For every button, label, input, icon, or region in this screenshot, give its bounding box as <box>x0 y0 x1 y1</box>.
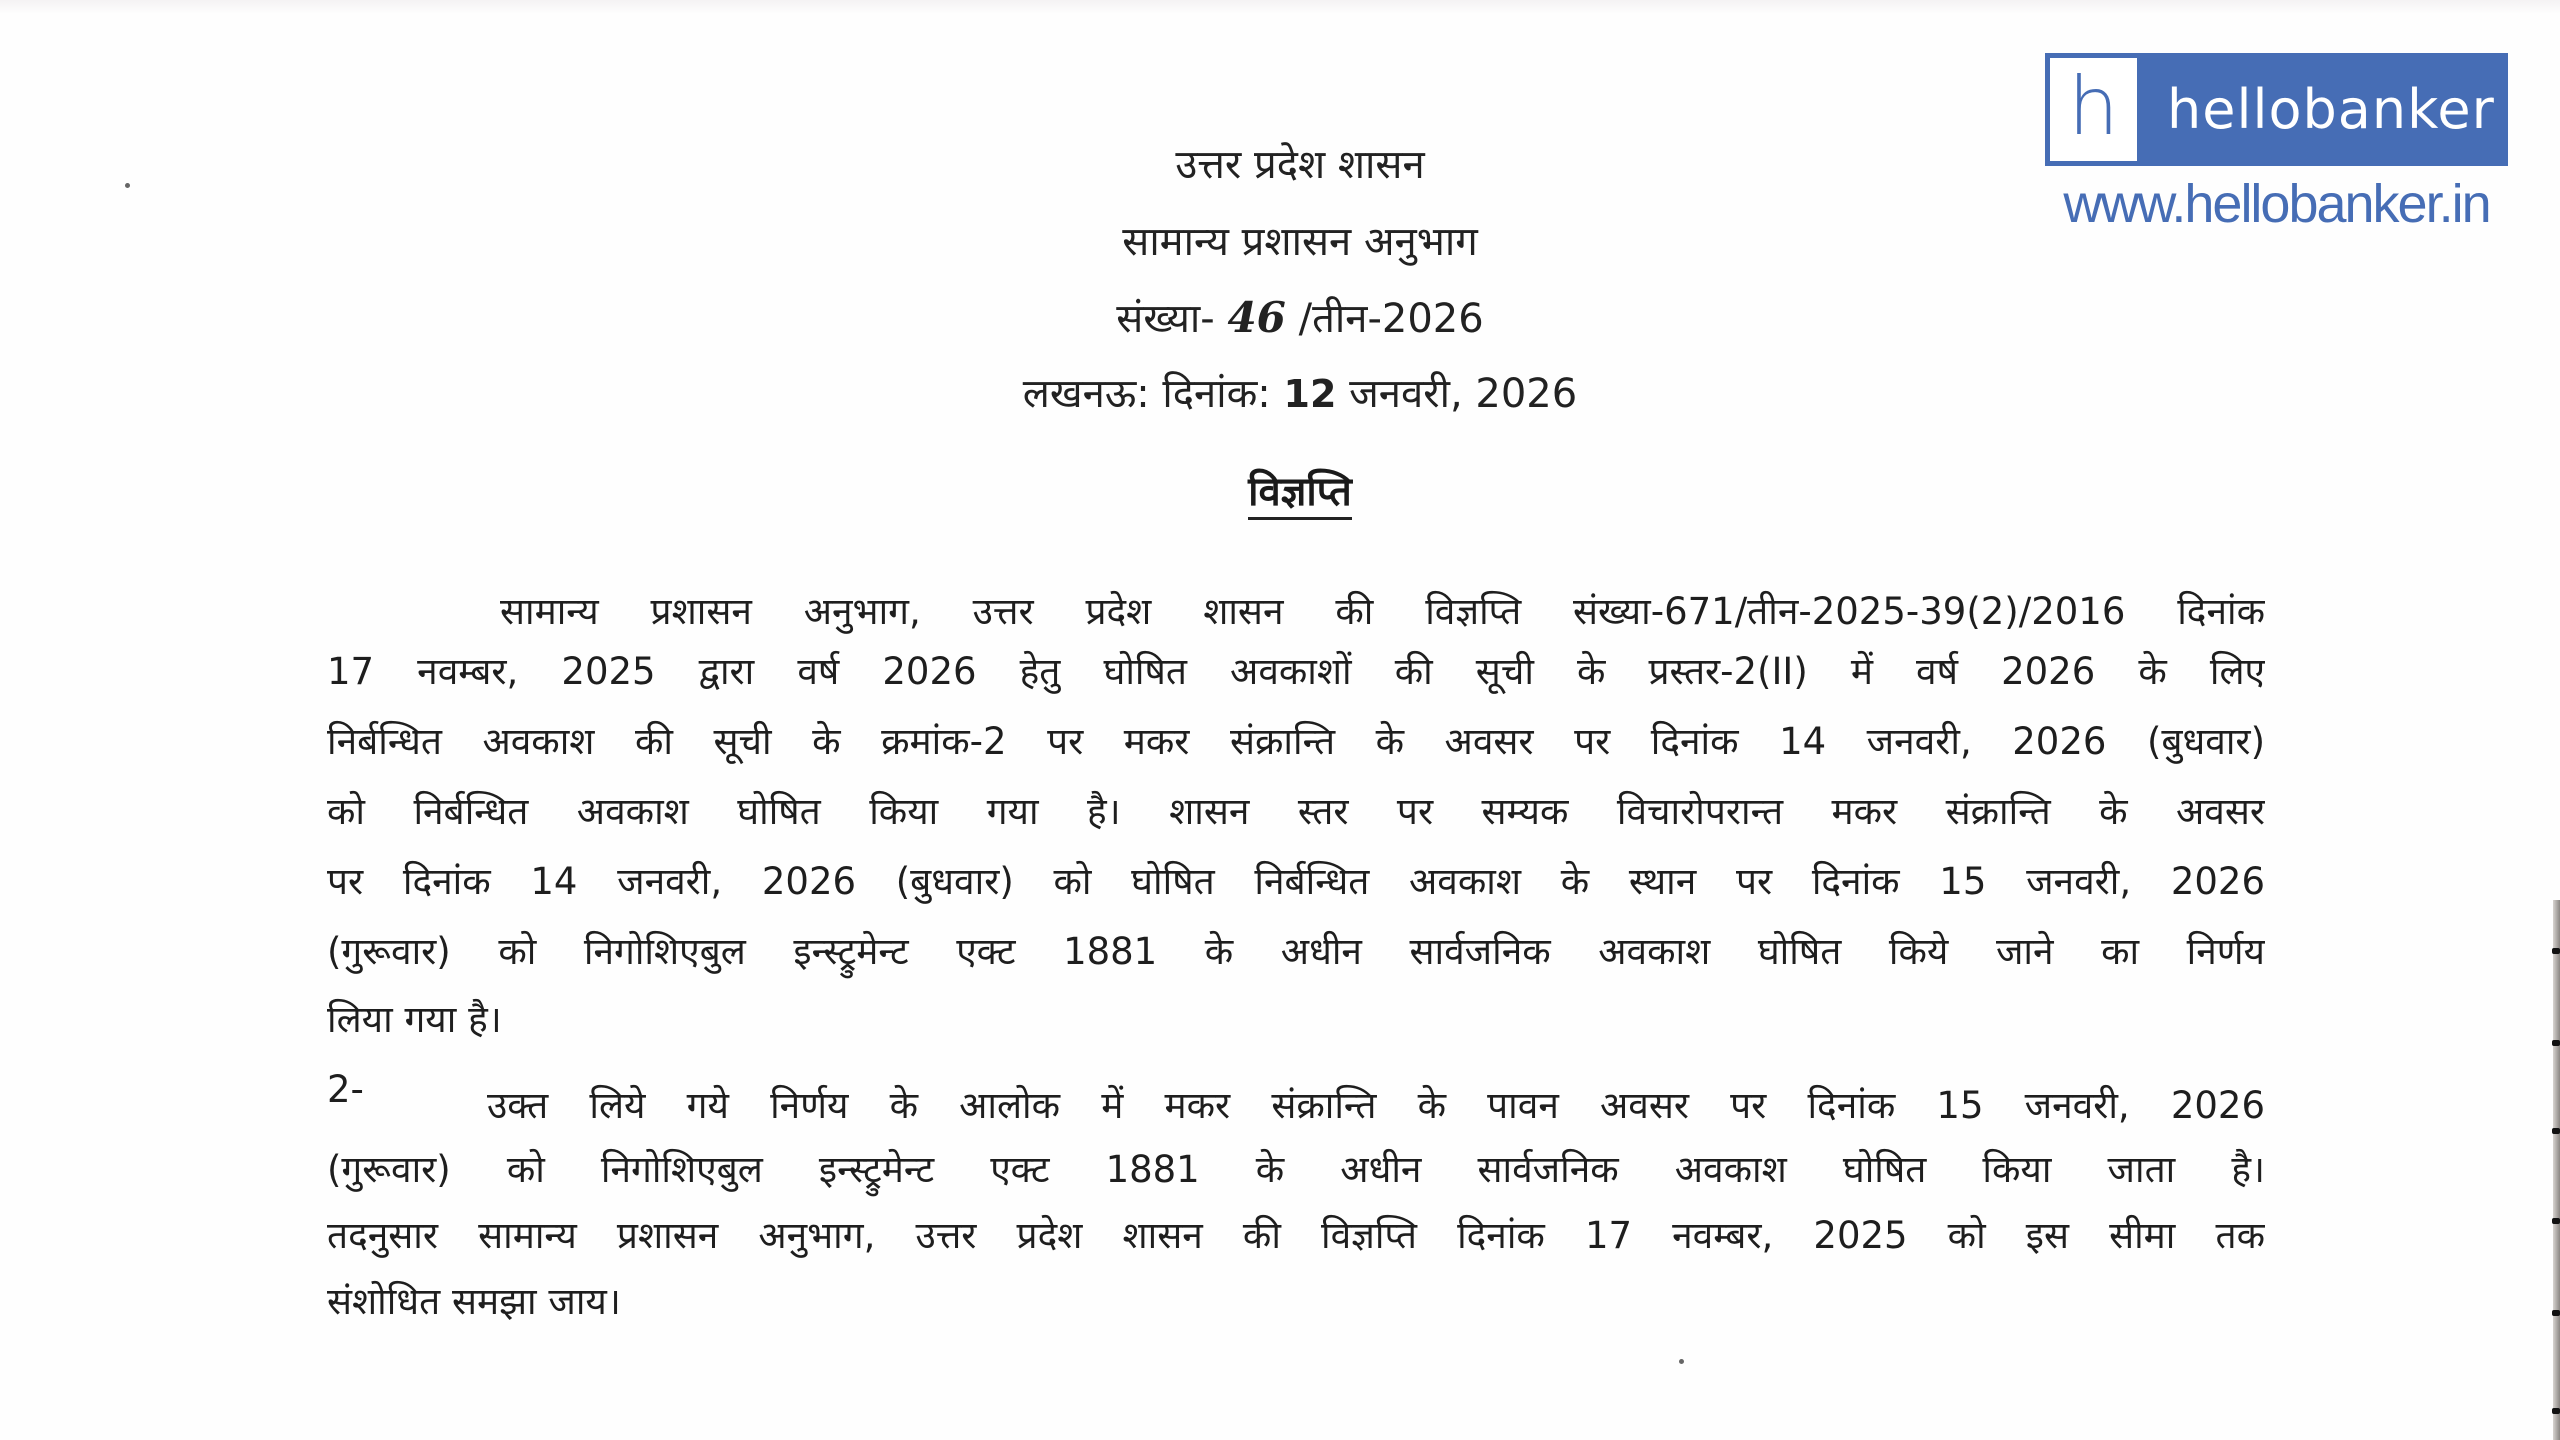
reference-number <box>0 288 2560 349</box>
paragraph-line: सामान्य प्रशासन अनुभाग, उत्तर प्रदेश शासन की विज्ञप्ति संख्या-671/तीन-2025-39(2)/2016 दिनांक <box>500 590 2265 633</box>
edge-mark <box>2552 1310 2560 1316</box>
scan-speck <box>1679 1359 1684 1364</box>
reference-number-prefix: संख्या- <box>1116 296 1215 342</box>
department-name: सामान्य प्रशासन अनुभाग <box>1122 219 1478 265</box>
watermark-url: www.hellobanker.in <box>2063 174 2490 234</box>
edge-mark <box>2552 948 2560 954</box>
paragraph-line: 17 नवम्बर, 2025 द्वारा वर्ष 2026 हेतु घोषित अवकाशों की सूची के प्रस्तर-2(II) में वर्ष 2026 के लिए <box>327 650 2265 693</box>
edge-mark <box>2552 1040 2560 1046</box>
paragraph-number: 2- <box>327 1068 364 1111</box>
government-name: उत्तर प्रदेश शासन <box>1175 142 1425 188</box>
paragraph-line: तदनुसार सामान्य प्रशासन अनुभाग, उत्तर प्रदेश शासन की विज्ञप्ति दिनांक 17 नवम्बर, 2025 को इस सीमा तक <box>327 1214 2265 1257</box>
paper-edge-right <box>2553 900 2560 1440</box>
edge-mark <box>2552 1128 2560 1134</box>
scan-bleed-top <box>0 0 2560 14</box>
paragraph-line: निर्बन्धित अवकाश की सूची के क्रमांक-2 पर मकर संक्रान्ति के अवसर पर दिनांक 14 जनवरी, 2026 (बुधवार) <box>327 720 2265 763</box>
reference-number-handwritten: 46 <box>1227 293 1286 342</box>
paragraph-line: लिया गया है। <box>327 998 502 1041</box>
paragraph-line: (गुरूवार) को निगोशिएबुल इन्स्ट्रुमेन्ट एक्ट 1881 के अधीन सार्वजनिक अवकाश घोषित किये जाने का निर्णय <box>327 930 2265 973</box>
reference-number-suffix: /तीन-2026 <box>1298 296 1484 342</box>
place-date-prefix: लखनऊ: दिनांक: <box>1022 371 1271 417</box>
paragraph-line: उक्त लिये गये निर्णय के आलोक में मकर संक्रान्ति के पावन अवसर पर दिनांक 15 जनवरी, 2026 <box>487 1084 2265 1127</box>
logo-letter: h <box>2068 59 2119 153</box>
paragraph-line: (गुरूवार) को निगोशिएबुल इन्स्ट्रुमेन्ट एक्ट 1881 के अधीन सार्वजनिक अवकाश घोषित किया जाता है। <box>327 1148 2265 1191</box>
paragraph-line: को निर्बन्धित अवकाश घोषित किया गया है। शासन स्तर पर सम्यक विचारोपरान्त मकर संक्रान्ति के अवसर <box>327 790 2265 833</box>
place-date <box>0 364 2560 424</box>
date-handwritten: 12 <box>1283 372 1337 416</box>
paragraph-line: पर दिनांक 14 जनवरी, 2026 (बुधवार) को घोषित निर्बन्धित अवकाश के स्थान पर दिनांक 15 जनवरी, 2026 <box>327 860 2265 903</box>
paragraph-line: संशोधित समझा जाय। <box>327 1280 621 1323</box>
notice-title <box>0 462 2560 522</box>
edge-mark <box>2552 1218 2560 1224</box>
logo-brand-name: hellobanker <box>2167 78 2495 141</box>
notice-title-text: विज्ञप्ति <box>1248 469 1352 520</box>
edge-mark <box>2552 1408 2560 1414</box>
date-suffix: जनवरी, 2026 <box>1336 371 1578 417</box>
